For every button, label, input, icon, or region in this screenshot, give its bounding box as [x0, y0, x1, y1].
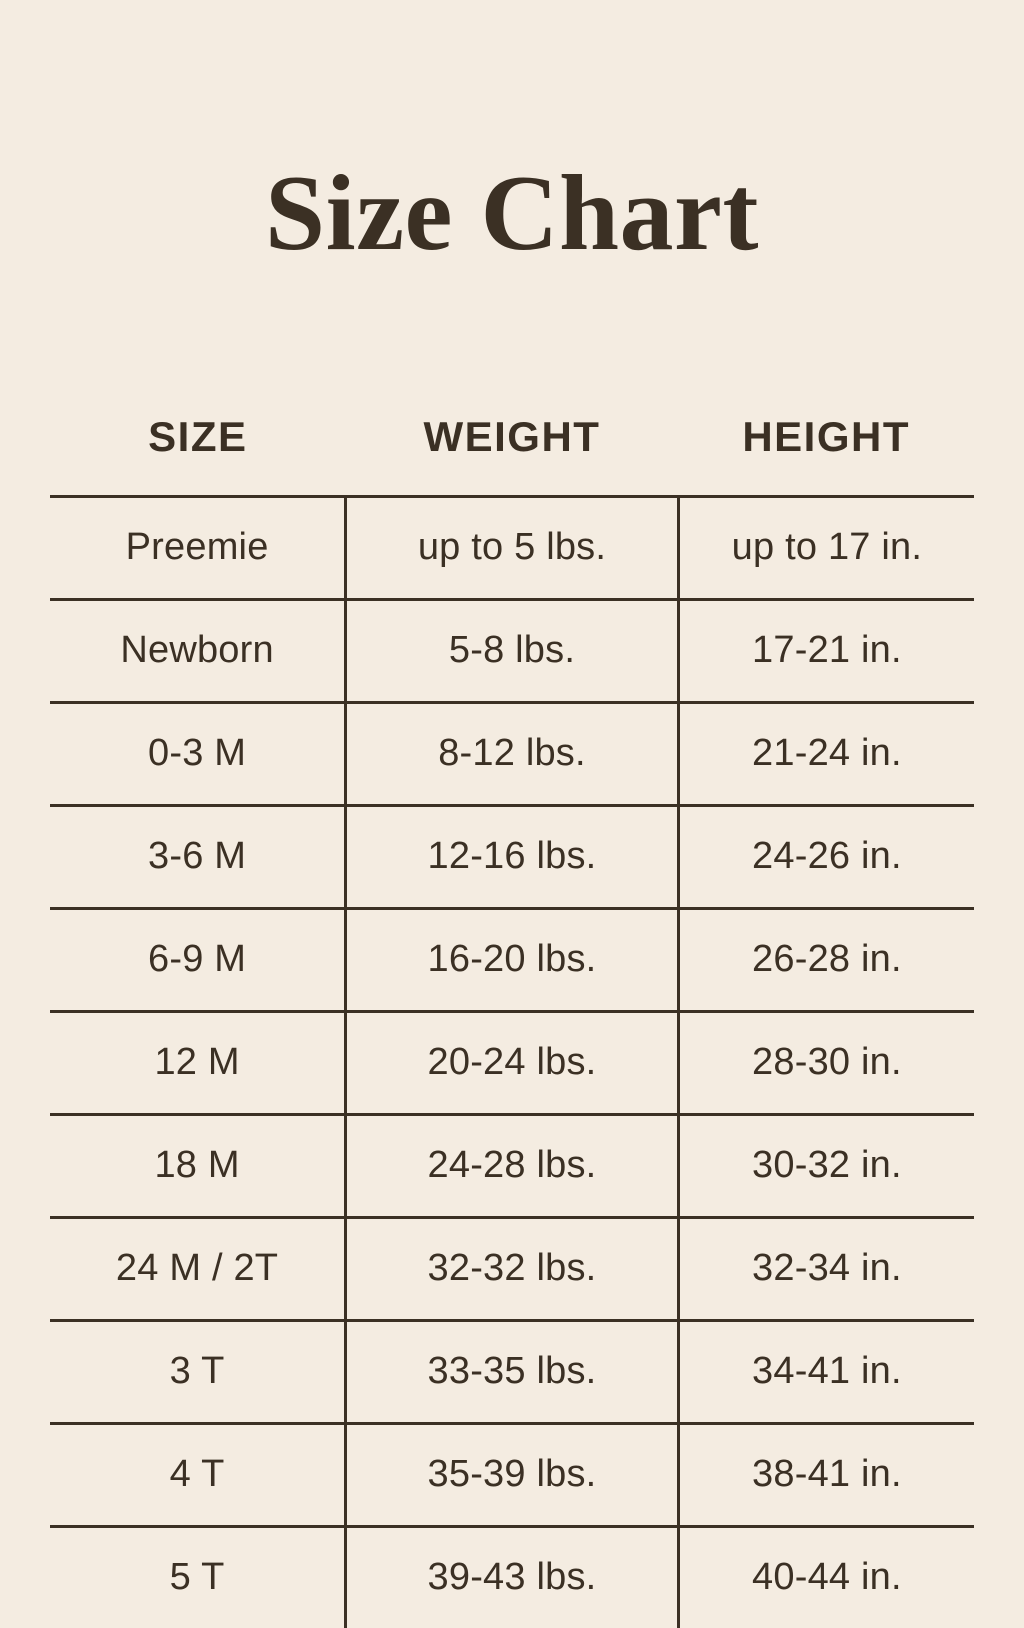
cell-size: 6-9 M [50, 908, 346, 1011]
cell-size: 18 M [50, 1114, 346, 1217]
cell-size: 3 T [50, 1320, 346, 1423]
cell-height: up to 17 in. [678, 496, 974, 599]
column-header-weight: WEIGHT [423, 412, 601, 460]
size-chart-page [0, 72, 1024, 1608]
page-title: Size Chart [265, 154, 759, 274]
cell-height: 38-41 in. [678, 1423, 974, 1526]
cell-weight: 20-24 lbs. [346, 1011, 679, 1114]
table-row [50, 599, 974, 702]
table-row [50, 908, 974, 1011]
cell-size: 24 M / 2T [50, 1217, 346, 1320]
cell-height: 32-34 in. [678, 1217, 974, 1320]
cell-height: 40-44 in. [678, 1526, 974, 1628]
cell-weight: 33-35 lbs. [346, 1320, 679, 1423]
table-header-row [50, 413, 974, 497]
cell-size: 12 M [50, 1011, 346, 1114]
table-header [50, 413, 974, 497]
cell-size: Newborn [50, 599, 346, 702]
table-row [50, 496, 974, 599]
size-chart-table-container [50, 341, 974, 1628]
cell-height: 21-24 in. [678, 702, 974, 805]
table-row [50, 702, 974, 805]
table-row [50, 1526, 974, 1628]
column-header-height: HEIGHT [742, 412, 910, 460]
cell-weight: 12-16 lbs. [346, 805, 679, 908]
table-body [50, 496, 974, 1628]
cell-height: 17-21 in. [678, 599, 974, 702]
cell-height: 24-26 in. [678, 805, 974, 908]
table-row [50, 1114, 974, 1217]
cell-size: 0-3 M [50, 702, 346, 805]
table-row [50, 1011, 974, 1114]
cell-weight: 32-32 lbs. [346, 1217, 679, 1320]
size-chart-table [50, 413, 974, 1628]
cell-weight: 35-39 lbs. [346, 1423, 679, 1526]
cell-height: 34-41 in. [678, 1320, 974, 1423]
cell-height: 30-32 in. [678, 1114, 974, 1217]
cell-size: 4 T [50, 1423, 346, 1526]
cell-weight: 5-8 lbs. [346, 599, 679, 702]
cell-height: 26-28 in. [678, 908, 974, 1011]
table-row [50, 1423, 974, 1526]
table-row [50, 1320, 974, 1423]
cell-height: 28-30 in. [678, 1011, 974, 1114]
cell-weight: 16-20 lbs. [346, 908, 679, 1011]
column-header-size: SIZE [148, 412, 248, 460]
cell-size: Preemie [50, 496, 346, 599]
table-row [50, 1217, 974, 1320]
cell-weight: up to 5 lbs. [346, 496, 679, 599]
table-row [50, 805, 974, 908]
cell-weight: 39-43 lbs. [346, 1526, 679, 1628]
cell-weight: 8-12 lbs. [346, 702, 679, 805]
cell-size: 3-6 M [50, 805, 346, 908]
cell-size: 5 T [50, 1526, 346, 1628]
cell-weight: 24-28 lbs. [346, 1114, 679, 1217]
